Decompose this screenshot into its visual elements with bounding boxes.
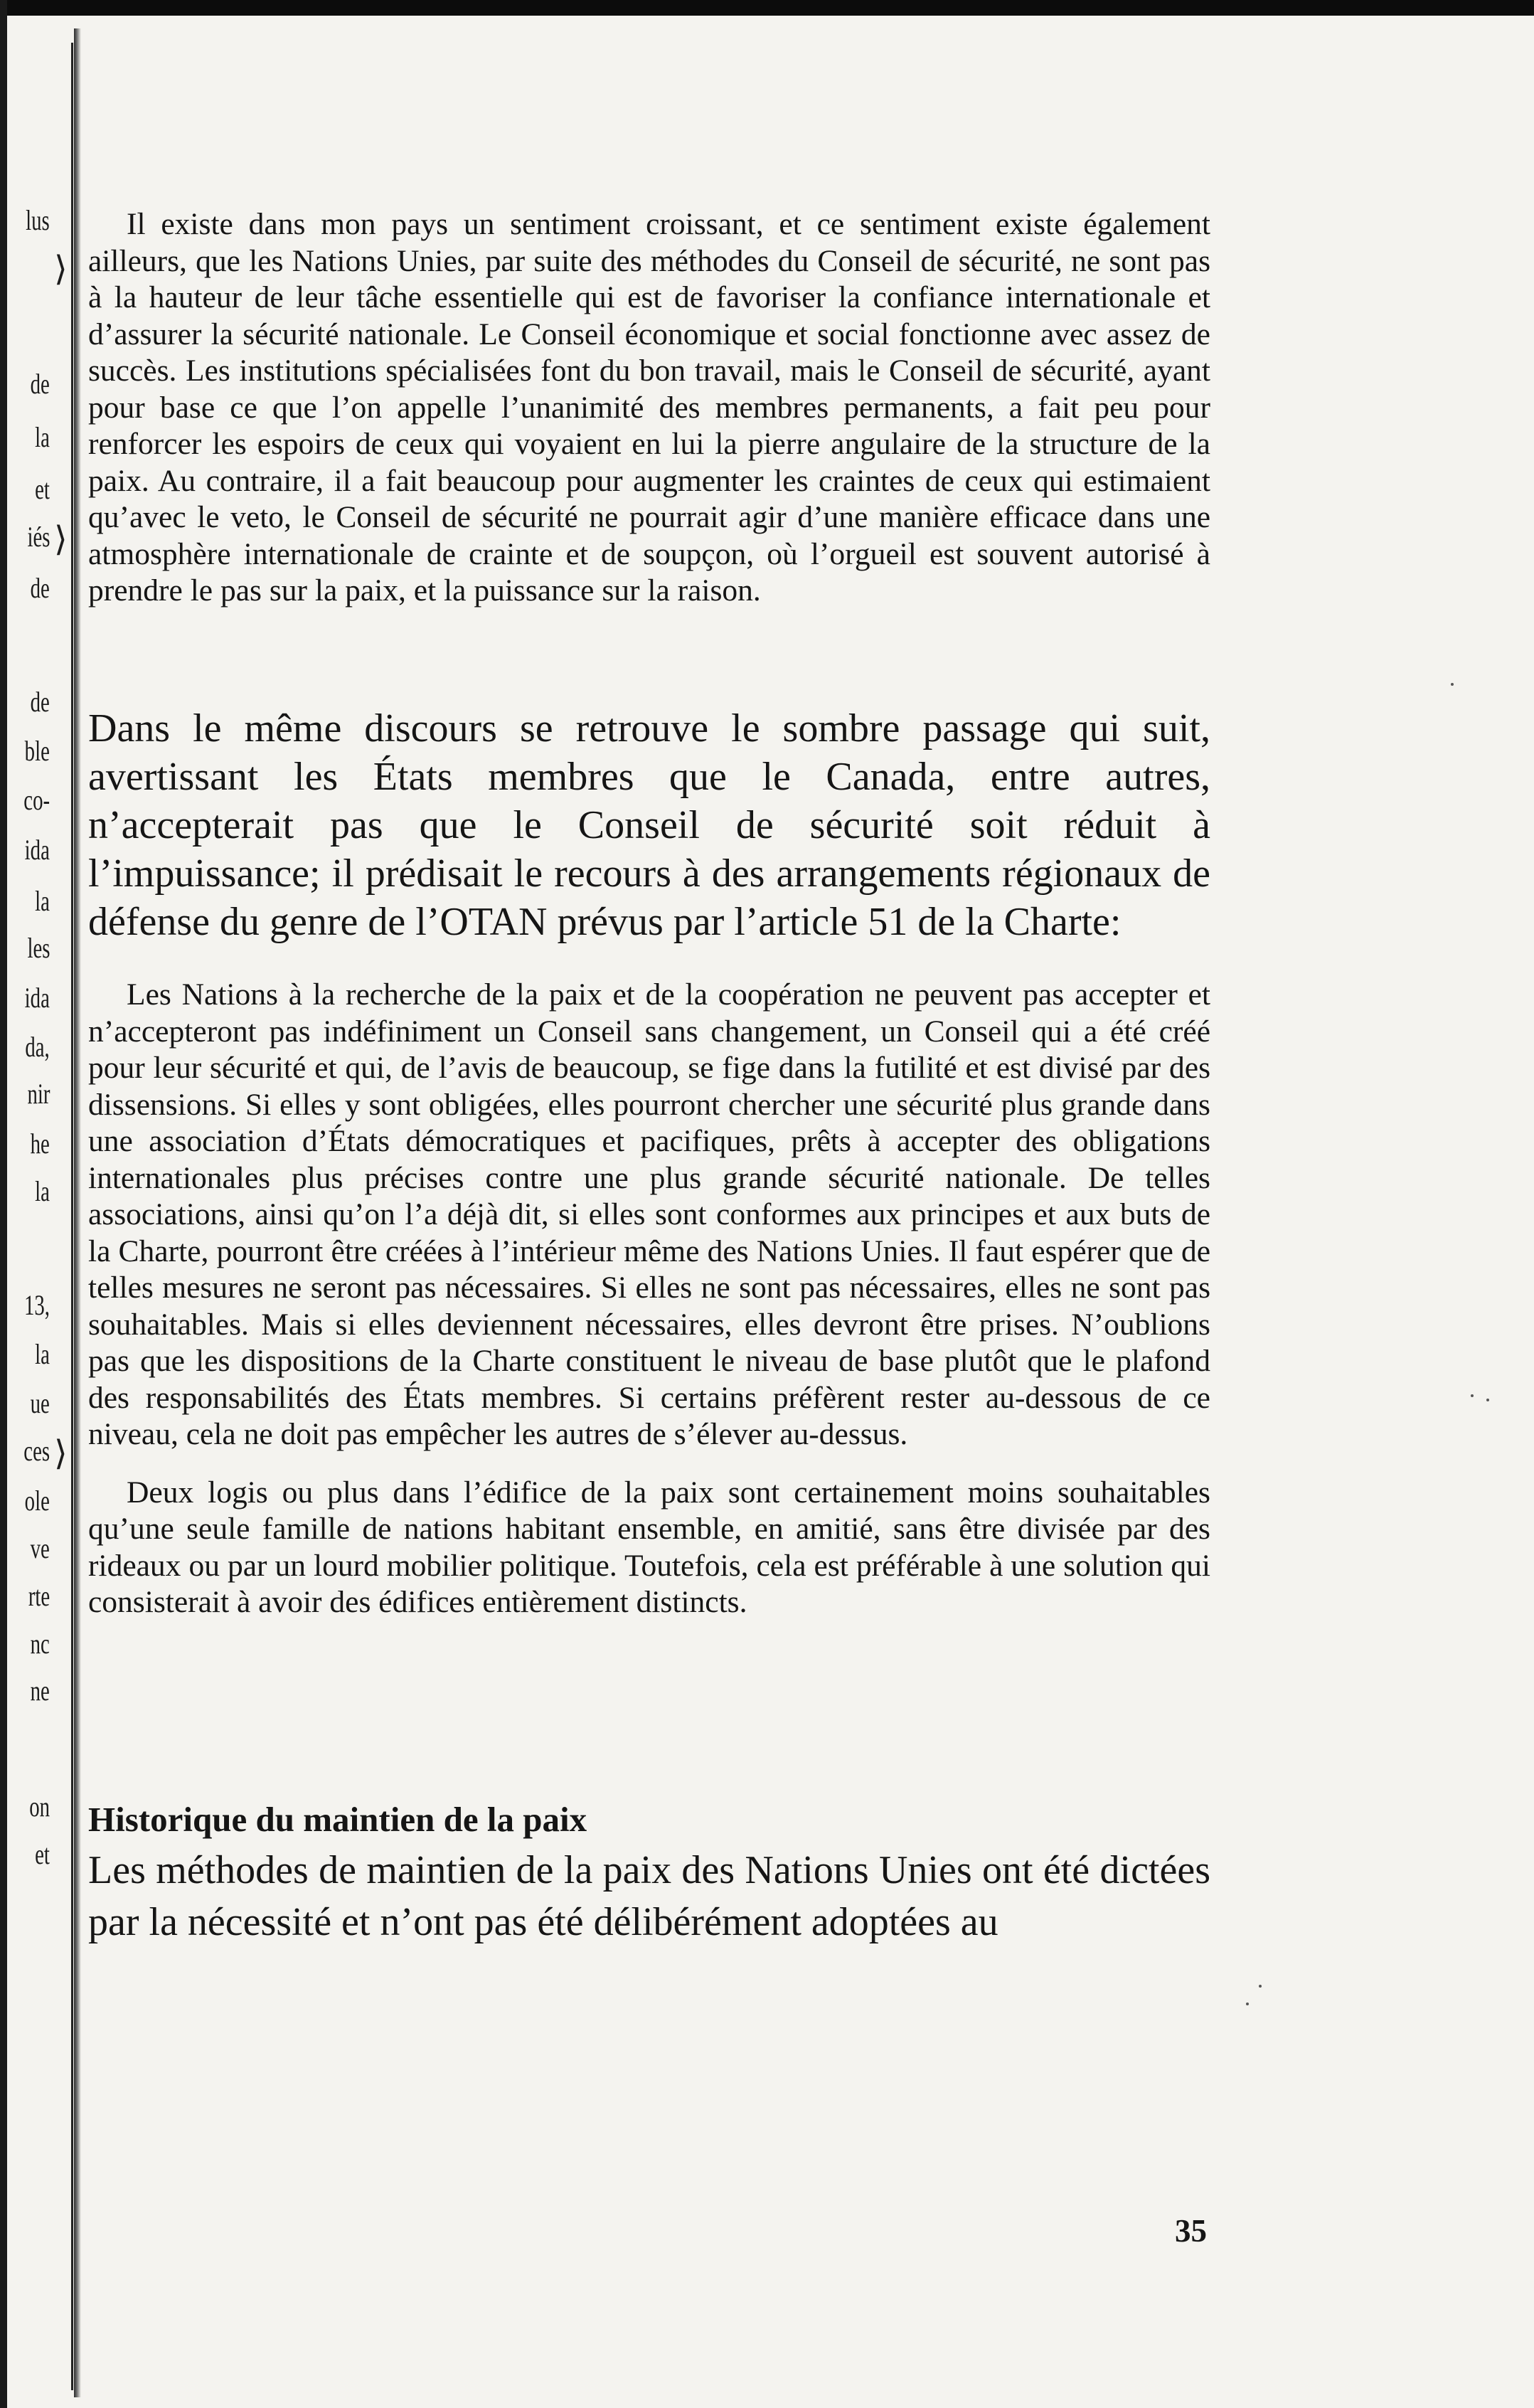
book-gutter-line	[71, 43, 73, 2390]
margin-word: ces	[23, 1435, 50, 1467]
margin-word: iés	[27, 521, 50, 553]
margin-word: la	[35, 885, 50, 917]
margin-word: de	[30, 572, 50, 604]
quote-paragraph: Deux logis ou plus dans l’édifice de la paix sont certainement moins souhaitables qu’une seule famille de nations habitant ensemble, en amitié, sans être divisée par des rideaux ou par un lourd mobilier politique. Toutefois, cela est préférable à une solution qui consisterait à avoir des édifices entièrement distincts.	[88, 1475, 1210, 1619]
margin-word: nir	[27, 1078, 50, 1110]
block-quote-2	[88, 977, 1210, 1621]
margin-word: ve	[30, 1532, 50, 1564]
book-gutter-shadow	[74, 28, 81, 2397]
margin-word: ole	[24, 1485, 50, 1517]
bracket-mark: ⟩	[54, 521, 68, 558]
margin-word: nc	[30, 1628, 50, 1660]
block-quote-1	[88, 206, 1210, 610]
margin-word: la	[35, 421, 50, 453]
margin-word: ida	[24, 834, 50, 866]
margin-word: 13,	[24, 1289, 50, 1321]
scan-top-border	[0, 0, 1534, 16]
bracket-mark: ⟩	[54, 250, 68, 288]
margin-word: da,	[25, 1031, 50, 1063]
margin-word: he	[30, 1128, 50, 1160]
margin-word: et	[35, 1838, 50, 1870]
body-paragraph: Les méthodes de maintien de la paix des Nations Unies ont été dictées par la nécessité et n’ont pas été délibérément adoptées au	[88, 1848, 1210, 1944]
margin-word: ida	[24, 982, 50, 1014]
margin-word: la	[35, 1338, 50, 1370]
scan-speck	[1486, 1399, 1489, 1401]
margin-word: la	[35, 1175, 50, 1207]
margin-word: ble	[24, 735, 50, 767]
page-number: 35	[1175, 2213, 1207, 2249]
facing-page-margin-text	[0, 0, 68, 2408]
margin-word: rte	[28, 1580, 50, 1612]
body-paragraph-2	[88, 1845, 1210, 1948]
bracket-mark: ⟩	[54, 1435, 68, 1473]
margin-word: ne	[30, 1675, 50, 1707]
section-heading	[88, 1798, 1210, 1842]
scan-speck	[1451, 683, 1454, 686]
quote-paragraph: Il existe dans mon pays un sentiment croissant, et ce sentiment existe également ailleurs, que les Nations Unies, par suite des méthodes du Conseil de sécurité, ne sont pas à la hauteur de leur tâche essentielle qui est de favoriser la confiance internationale et d’assurer la sécurité nationale. Le Conseil économique et social fonctionne avec assez de succès. Les institutions spécialisées font du bon travail, mais le Conseil de sécurité, ayant pour base ce que l’on appelle l’unanimité des membres permanents, a fait peu pour renforcer les espoirs de ceux qui voyaient en lui la pierre angulaire de la structure de la paix. Au contraire, il a fait beaucoup pour augmenter les craintes de ceux qui estimaient qu’avec le veto, le Conseil de sécurité ne pourrait agir d’une manière efficace dans une atmosphère internationale de crainte et de soupçon, où l’orgueil est souvent autorisé à prendre le pas sur la paix, et la puissance sur la raison.	[88, 207, 1210, 608]
margin-word: on	[29, 1791, 50, 1823]
scan-speck	[1471, 1394, 1474, 1397]
margin-word: et	[35, 473, 50, 505]
margin-word: lus	[26, 204, 50, 236]
scan-speck	[1246, 2003, 1249, 2005]
margin-word: ue	[30, 1387, 50, 1419]
margin-word: de	[30, 368, 50, 400]
margin-word: les	[27, 932, 50, 964]
body-paragraph: Dans le même discours se retrouve le sombre passage qui suit, avertissant les États membres que le Canada, entre autres, n’accepterait pas que le Conseil de sécurité soit réduit à l’impuissance; il prédisait le recours à des arrangements régionaux de défense du genre de l’OTAN prévus par l’article 51 de la Charte:	[88, 706, 1210, 944]
scan-speck	[1259, 1985, 1262, 1988]
margin-word: de	[30, 686, 50, 718]
quote-paragraph: Les Nations à la recherche de la paix et de la coopération ne peuvent pas accepter et n’accepteront pas indéfiniment un Conseil sans changement, un Conseil qui a été créé pour leur sécurité et qui, de l’avis de beaucoup, se fige dans la futilité et est divisé par des dissensions. Si elles y sont obligées, elles pourront chercher une sécurité plus grande dans une association d’États démocratiques et pacifiques, prêts à accepter des obligations internationales plus précises contre une plus grande sécurité nationale. De telles associations, ainsi qu’on l’a déjà dit, si elles sont conformes aux principes et aux buts de la Charte, pourront être créées à l’intérieur même des Nations Unies. Il faut espérer que de telles mesures ne seront pas nécessaires. Si elles ne sont pas nécessaires, elles ne sont pas souhaitables. Mais si elles deviennent nécessaires, elles devront être prises. N’oublions pas que les dispositions de la Charte constituent le niveau de base plutôt que le plafond des responsabilités des États membres. Si certains préfèrent rester au-dessous de ce niveau, cela ne doit pas empêcher les autres de s’élever au-dessus.	[88, 977, 1210, 1451]
margin-word: co-	[23, 784, 50, 816]
body-paragraph-1	[88, 704, 1210, 946]
section-heading-text: Historique du maintien de la paix	[88, 1800, 587, 1839]
